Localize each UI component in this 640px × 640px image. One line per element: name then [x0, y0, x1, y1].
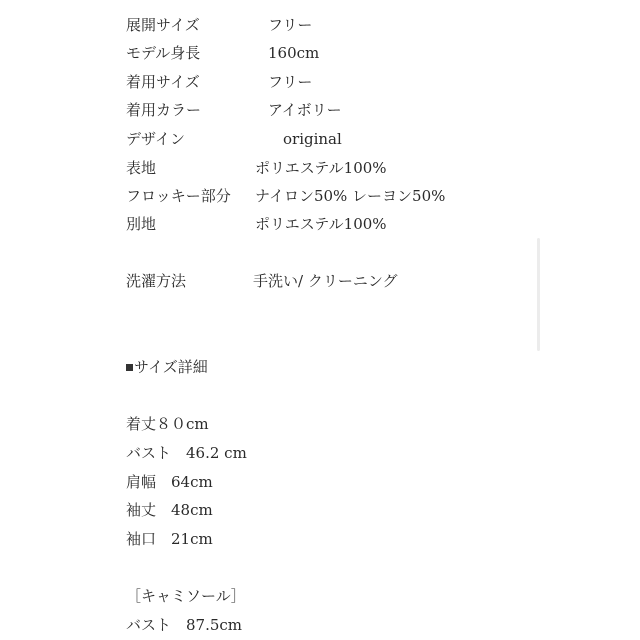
camisole-text: バスト 87.5cm — [126, 616, 243, 634]
spec-value: フリー — [268, 73, 313, 91]
size-detail-text: 袖丈 48cm — [126, 501, 213, 519]
spec-row-expanded-size — [126, 14, 546, 36]
size-detail-item — [126, 413, 426, 435]
spec-label: 展開サイズ — [126, 16, 200, 34]
spec-label: モデル身長 — [126, 44, 201, 62]
size-detail-item — [126, 471, 426, 493]
spec-label: 着用カラー — [126, 101, 202, 119]
camisole-heading — [126, 585, 426, 607]
size-detail-text: 肩幅 64cm — [126, 473, 213, 491]
spec-row-other-fabric — [126, 213, 546, 235]
spec-label: 着用サイズ — [126, 73, 200, 91]
spec-row-worn-color — [126, 99, 546, 121]
size-detail-text: 着丈８０cm — [126, 415, 209, 433]
camisole-item — [126, 614, 426, 636]
spec-row-worn-size — [126, 71, 546, 93]
spec-value: ポリエステル100% — [255, 215, 387, 233]
spec-label: フロッキー部分 — [126, 187, 231, 205]
size-detail-heading-text: サイズ詳細 — [134, 358, 208, 376]
spec-label: 洗濯方法 — [126, 272, 187, 290]
size-detail-text: バスト 46.2 cm — [126, 444, 247, 462]
spec-value: 手洗い/ クリーニング — [253, 272, 398, 290]
scrollbar-thumb[interactable] — [537, 238, 540, 351]
spec-value: アイボリー — [268, 101, 342, 119]
spec-row-washing — [126, 270, 546, 292]
size-detail-item — [126, 528, 426, 550]
spec-value: フリー — [268, 16, 313, 34]
size-detail-item — [126, 442, 426, 464]
spec-row-model-height — [126, 42, 546, 64]
size-detail-text: 袖口 21cm — [126, 530, 213, 548]
spec-row-flocky-part — [126, 185, 546, 207]
spec-value: ポリエステル100% — [255, 159, 387, 177]
square-bullet-icon — [126, 364, 133, 371]
spec-label: 表地 — [126, 159, 157, 177]
spec-value: 160cm — [268, 44, 320, 62]
spec-row-outer-fabric — [126, 157, 546, 179]
spec-value: original — [283, 130, 342, 148]
size-detail-item — [126, 499, 426, 521]
spec-label: デザイン — [126, 130, 185, 148]
spec-row-design — [126, 128, 546, 150]
spec-value: ナイロン50% レーヨン50% — [255, 187, 446, 205]
camisole-heading-text: ［キャミソール］ — [126, 587, 246, 605]
size-detail-heading — [126, 356, 426, 378]
spec-label: 別地 — [126, 215, 157, 233]
